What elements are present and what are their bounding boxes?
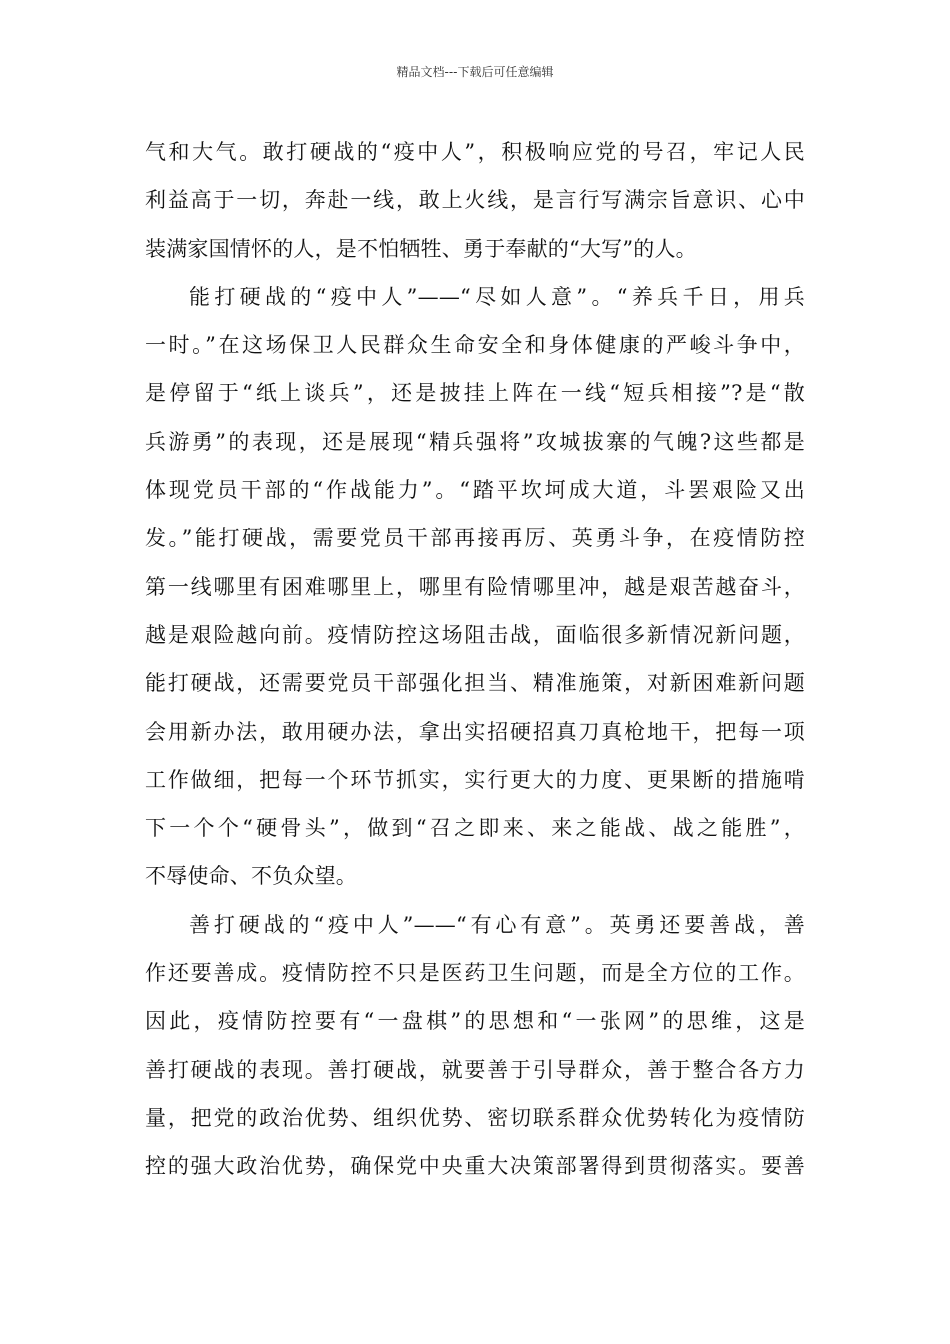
- paragraph-first-line: 能打硬战的“疫中人”——“尽如人意”。“养兵千日，用兵: [189, 284, 805, 309]
- text-line: 第一线哪里有困难哪里上，哪里有险情哪里冲，越是艰苦越奋斗，: [145, 574, 805, 599]
- text-line: 能打硬战，还需要党员干部强化担当、精准施策，对新困难新问题: [145, 671, 805, 696]
- text-line: 体现党员干部的“作战能力”。“踏平坎坷成大道，斗罢艰险又出: [145, 478, 805, 503]
- text-line: 装满家国情怀的人，是不怕牺牲、勇于奉献的“大写”的人。: [145, 236, 697, 261]
- text-line: 一时。”在这场保卫人民群众生命安全和身体健康的严峻斗争中，: [145, 333, 805, 358]
- text-line: 控的强大政治优势，确保党中央重大决策部署得到贯彻落实。要善: [145, 1154, 805, 1179]
- text-line: 会用新办法，敢用硬办法，拿出实招硬招真刀真枪地干，把每一项: [145, 719, 805, 744]
- paragraph-first-line: 善打硬战的“疫中人”——“有心有意”。英勇还要善战，善: [189, 912, 805, 937]
- text-line: 不辱使命、不负众望。: [145, 864, 357, 889]
- text-line: 因此，疫情防控要有“一盘棋”的思想和“一张网”的思维，这是: [145, 1009, 805, 1034]
- text-line: 量，把党的政治优势、组织优势、密切联系群众优势转化为疫情防: [145, 1105, 805, 1130]
- text-line: 利益高于一切，奔赴一线，敢上火线，是言行写满宗旨意识、心中: [145, 188, 805, 213]
- text-line: 兵游勇”的表现，还是展现“精兵强将”攻城拔寨的气魄?这些都是: [145, 429, 805, 454]
- page-header: 精品文档---下载后可任意编辑: [396, 65, 554, 79]
- text-line: 善打硬战的表现。善打硬战，就要善于引导群众，善于整合各方力: [145, 1057, 805, 1082]
- text-line: 下一个个“硬骨头”，做到“召之即来、来之能战、战之能胜”，: [145, 816, 805, 841]
- document-body: [145, 128, 805, 1191]
- text-line: 气和大气。敢打硬战的“疫中人”，积极响应党的号召，牢记人民: [145, 140, 805, 164]
- text-line: 越是艰险越向前。疫情防控这场阻击战，面临很多新情况新问题，: [145, 622, 805, 647]
- text-line: 工作做细，把每一个环节抓实，实行更大的力度、更果断的措施啃: [145, 767, 805, 792]
- text-line: 发。”能打硬战，需要党员干部再接再厉、英勇斗争，在疫情防控: [145, 526, 805, 551]
- text-line: 是停留于“纸上谈兵”，还是披挂上阵在一线“短兵相接”?是“散: [145, 381, 805, 406]
- text-line: 作还要善成。疫情防控不只是医药卫生问题，而是全方位的工作。: [145, 961, 805, 986]
